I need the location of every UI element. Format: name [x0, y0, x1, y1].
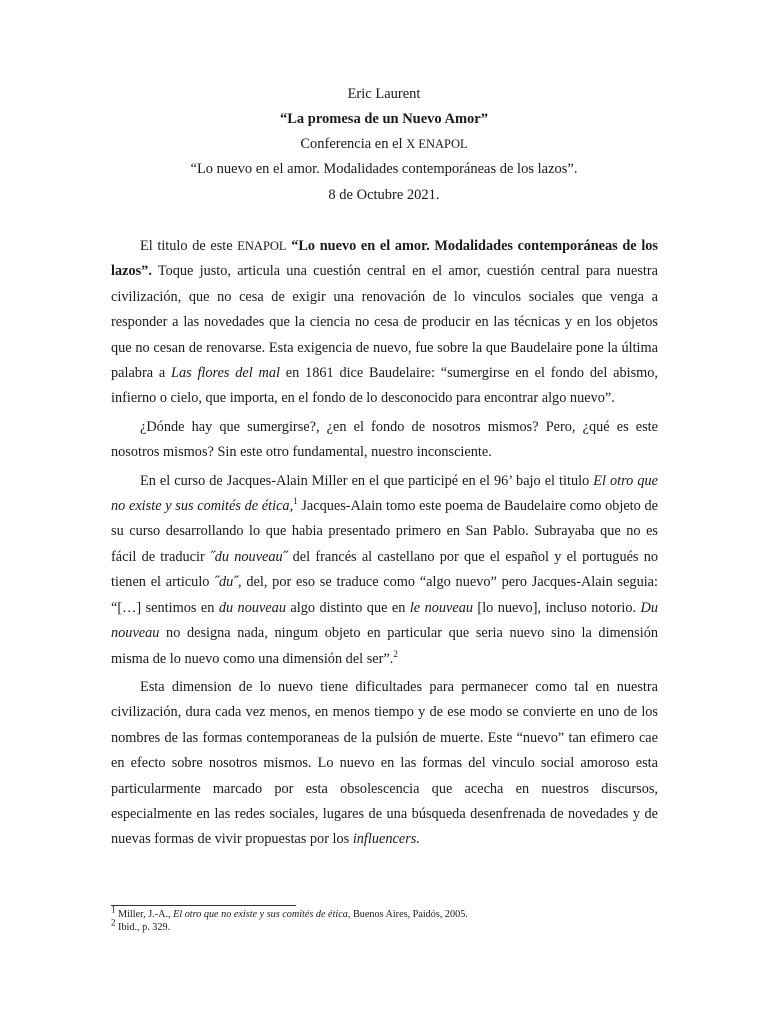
paragraph-2: ¿Dónde hay que sumergirse?, ¿en el fondo de nosotros mismos? Pero, ¿qué es este nosotros mismos? Sin este otro fundamental, nuestro inconsciente.: [111, 418, 658, 461]
enapol-abbr: ENAPOL: [237, 239, 287, 253]
bold-theme-title: “Lo nuevo en el amor. Modalidades contemporáneas de los lazos”.: [111, 238, 658, 280]
italic-course-title: El otro que no existe y sus comités de ética,: [111, 472, 658, 515]
text-run: , Buenos Aires, Paidós, 2005.: [347, 909, 468, 920]
text-run: El titulo de este: [140, 238, 238, 254]
text-run: del francés al castellano por que el español y el portugués no tienen el articulo: [111, 548, 659, 591]
lecture-title: “La promesa de un Nuevo Amor”: [280, 111, 488, 127]
italic-term: le nouveau: [409, 599, 473, 616]
italic-term: influencers.: [352, 831, 420, 848]
text-run: En el curso de Jacques-Alain Miller en el que participé en el 96’ bajo el titulo: [140, 472, 594, 489]
italic-term: ˝du nouveau˝: [209, 548, 288, 565]
text-run: Miller, J.-A.,: [115, 909, 174, 920]
text-run: Jacques-Alain tomo este poema de Baudelaire como objeto de su curso desarrollando lo que habia presentado primero en San Pablo. Subrayaba que no es fácil de traducir: [111, 498, 658, 565]
footnote-number: 1: [111, 904, 116, 915]
italic-book-title: Las flores del mal: [171, 365, 280, 382]
footnote-separator: [111, 905, 296, 906]
paragraph-4: [111, 675, 658, 853]
text-run: Esta dimension de lo nuevo tiene dificultades para permanecer como tal en nuestra civilización, dura cada vez menos, en menos tiempo y de ese modo se convierte en uno de los nombres de las formas contemporaneas de la pulsión de muerte. Este “nuevo” tan efimero cae en efecto sobre nosotros mismos. Lo nuevo en las formas del vinculo social amoroso esta particularmente marcado por esta obsolescencia que acecha en nuestros discursos, especialmente en las redes sociales, lugares de una búsqueda desenfrenada de novedades y de nuevas formas de vivir propuestas por los: [111, 678, 658, 848]
text-run: algo distinto que en: [285, 599, 410, 616]
italic-term: Du nouveau: [111, 599, 658, 642]
lecture-date: 8 de Octubre 2021.: [328, 187, 440, 203]
conference-topic: “Lo nuevo en el amor. Modalidades contemporáneas de los lazos”.: [190, 161, 578, 177]
paragraph-3: [111, 469, 658, 672]
conference-line: [0, 136, 768, 153]
text-run: Ibid., p. 329.: [115, 921, 171, 933]
text-run: no designa nada, ningum objeto en particular que seria nuevo sino la dimensión misma de lo nuevo como una dimensión del ser”.: [111, 625, 658, 667]
footnote-2: [111, 917, 658, 935]
footnote-ref-2[interactable]: 2: [393, 648, 398, 659]
footnote-number: 2: [111, 917, 116, 928]
paragraph-1: [111, 234, 658, 412]
footnote-ref-1[interactable]: 1: [293, 496, 298, 507]
italic-term: du nouveau: [218, 599, 286, 616]
footnote-1: [111, 904, 658, 922]
author-line: Eric Laurent: [347, 86, 421, 102]
footnotes: [111, 904, 658, 934]
conference-event: X ENAPOL: [406, 137, 468, 151]
text-run: del, por eso se traduce como “algo nuevo” pero Jacques-Alain seguia: “[…] sentimos en: [111, 574, 659, 616]
italic-book-title: El otro que no existe y sus comités de ética: [173, 909, 348, 920]
text-run: Toque justo, articula una cuestión central en el amor, cuestión central para nuestra civilización, que no cesa de exigir una renovación de lo vinculos sociales que venga a responder a las novedades que la ciencia no cesa de producir en las técnicas y en los objetos que no cesan de renovarse. Esta exigencia de nuevo, fue sobre la que Baudelaire pone la última palabra a: [111, 263, 658, 382]
document-body: [111, 234, 658, 856]
conference-prefix: Conferencia en el: [300, 136, 407, 152]
italic-term: ˝du˝,: [214, 574, 242, 591]
text-run: [lo nuevo], incluso notorio.: [473, 599, 641, 616]
text-run: en 1861 dice Baudelaire: “sumergirse en el fondo del abismo, infierno o cielo, que importa, en el fondo de lo desconocido para encontrar algo nuevo”.: [111, 365, 658, 407]
